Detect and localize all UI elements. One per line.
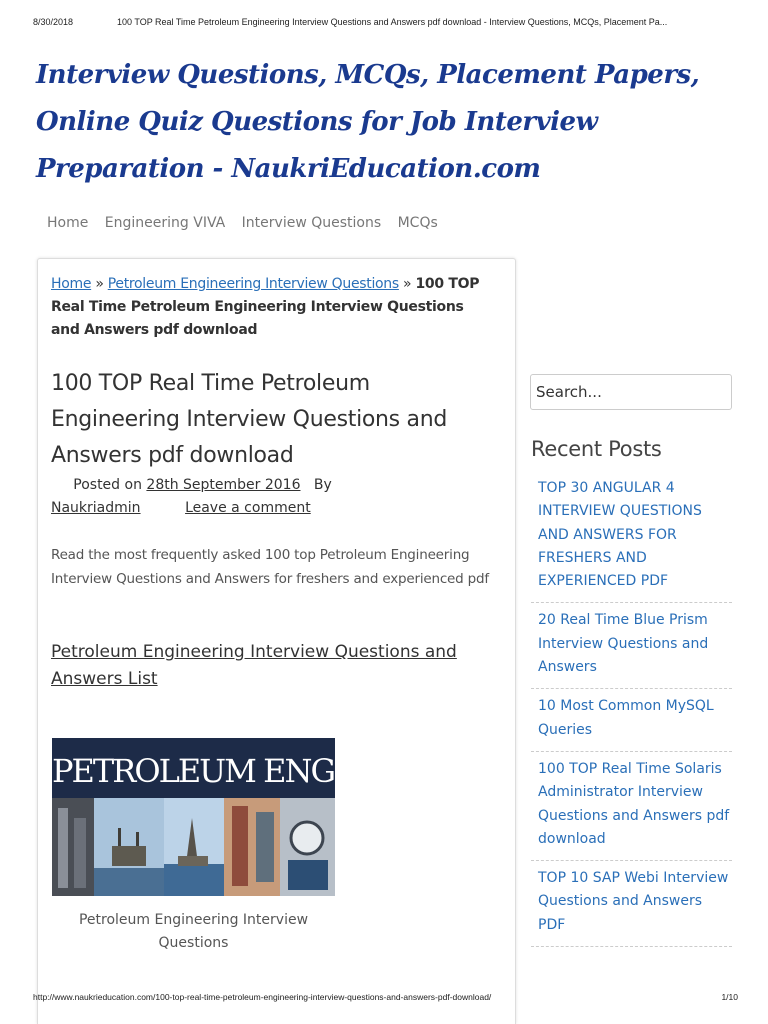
list-item [531, 609, 732, 689]
author-link[interactable]: Naukriadmin [51, 500, 141, 516]
recent-post-link[interactable]: TOP 30 ANGULAR 4 INTERVIEW QUESTIONS AND ANSWERS FOR FRESHERS AND EXPERIENCED PDF [538, 480, 702, 590]
breadcrumb-category-link[interactable]: Petroleum Engineering Interview Questions [107, 276, 399, 292]
print-url: http://www.naukrieducation.com/100-top-real-time-petroleum-engineering-interview-questions-and-answers-pdf-download/ [33, 992, 492, 1002]
recent-post-link[interactable]: TOP 10 SAP Webi Interview Questions and Answers PDF [538, 870, 729, 933]
recent-posts-list [531, 477, 732, 953]
print-page-title: 100 TOP Real Time Petroleum Engineering Interview Questions and Answers pdf download - Interview Questions, MCQs, Placement Pa... [117, 17, 668, 27]
nav-item-interview-questions[interactable]: Interview Questions [241, 215, 382, 231]
post-excerpt: Read the most frequently asked 100 top Petroleum Engineering Interview Questions and Answers for freshers and experienced pdf [51, 547, 489, 587]
list-item [531, 758, 732, 861]
site-title-link[interactable]: Interview Questions, MCQs, Placement Papers, Online Quiz Questions for Job Interview Preparation - NaukriEducation.com [36, 60, 700, 184]
by-label: By [313, 477, 332, 493]
breadcrumb-separator: » [95, 276, 104, 292]
list-item [531, 867, 732, 947]
petroleum-engineering-image [52, 738, 496, 896]
section-heading [51, 639, 481, 693]
main-nav [47, 215, 450, 231]
recent-posts-heading: Recent Posts [531, 437, 662, 461]
leave-comment-link[interactable]: Leave a comment [185, 500, 311, 516]
breadcrumb-separator: » [403, 276, 412, 292]
breadcrumb [51, 273, 496, 342]
nav-item-mcqs[interactable]: MCQs [397, 215, 438, 231]
nav-item-engineering-viva[interactable]: Engineering VIVA [104, 215, 226, 231]
search-input[interactable] [530, 374, 732, 410]
print-date: 8/30/2018 [33, 17, 74, 27]
site-title [36, 52, 736, 193]
print-page-number: 1/10 [721, 992, 738, 1002]
pdf-print-footer [33, 992, 738, 1002]
recent-post-link[interactable]: 20 Real Time Blue Prism Interview Questions and Answers [538, 612, 709, 676]
recent-post-link[interactable]: 10 Most Common MySQL Queries [538, 698, 714, 738]
list-item [531, 477, 732, 603]
post-title: 100 TOP Real Time Petroleum Engineering Interview Questions and Answers pdf download [51, 371, 448, 468]
recent-post-link[interactable]: 100 TOP Real Time Solaris Administrator Interview Questions and Answers pdf download [538, 760, 730, 847]
section-list-link[interactable]: Petroleum Engineering Interview Questions and Answers List [51, 642, 457, 689]
posted-on-label: Posted on [73, 477, 142, 493]
image-caption: Petroleum Engineering Interview Questions [78, 912, 309, 951]
pdf-print-header [33, 17, 743, 27]
breadcrumb-home-link[interactable]: Home [51, 276, 92, 292]
post-meta [51, 474, 491, 520]
nav-item-home[interactable]: Home [47, 215, 89, 231]
image-banner-text: PETROLEUM ENGINEERING [52, 738, 335, 798]
oil-industry-photo-collage [52, 798, 335, 896]
breadcrumb-current: 100 TOP Real Time Petroleum Engineering Interview Questions and Answers pdf download [51, 276, 480, 338]
post-date-link[interactable]: 28th September 2016 [146, 477, 301, 493]
article-content [37, 258, 516, 1024]
list-item [531, 695, 732, 752]
